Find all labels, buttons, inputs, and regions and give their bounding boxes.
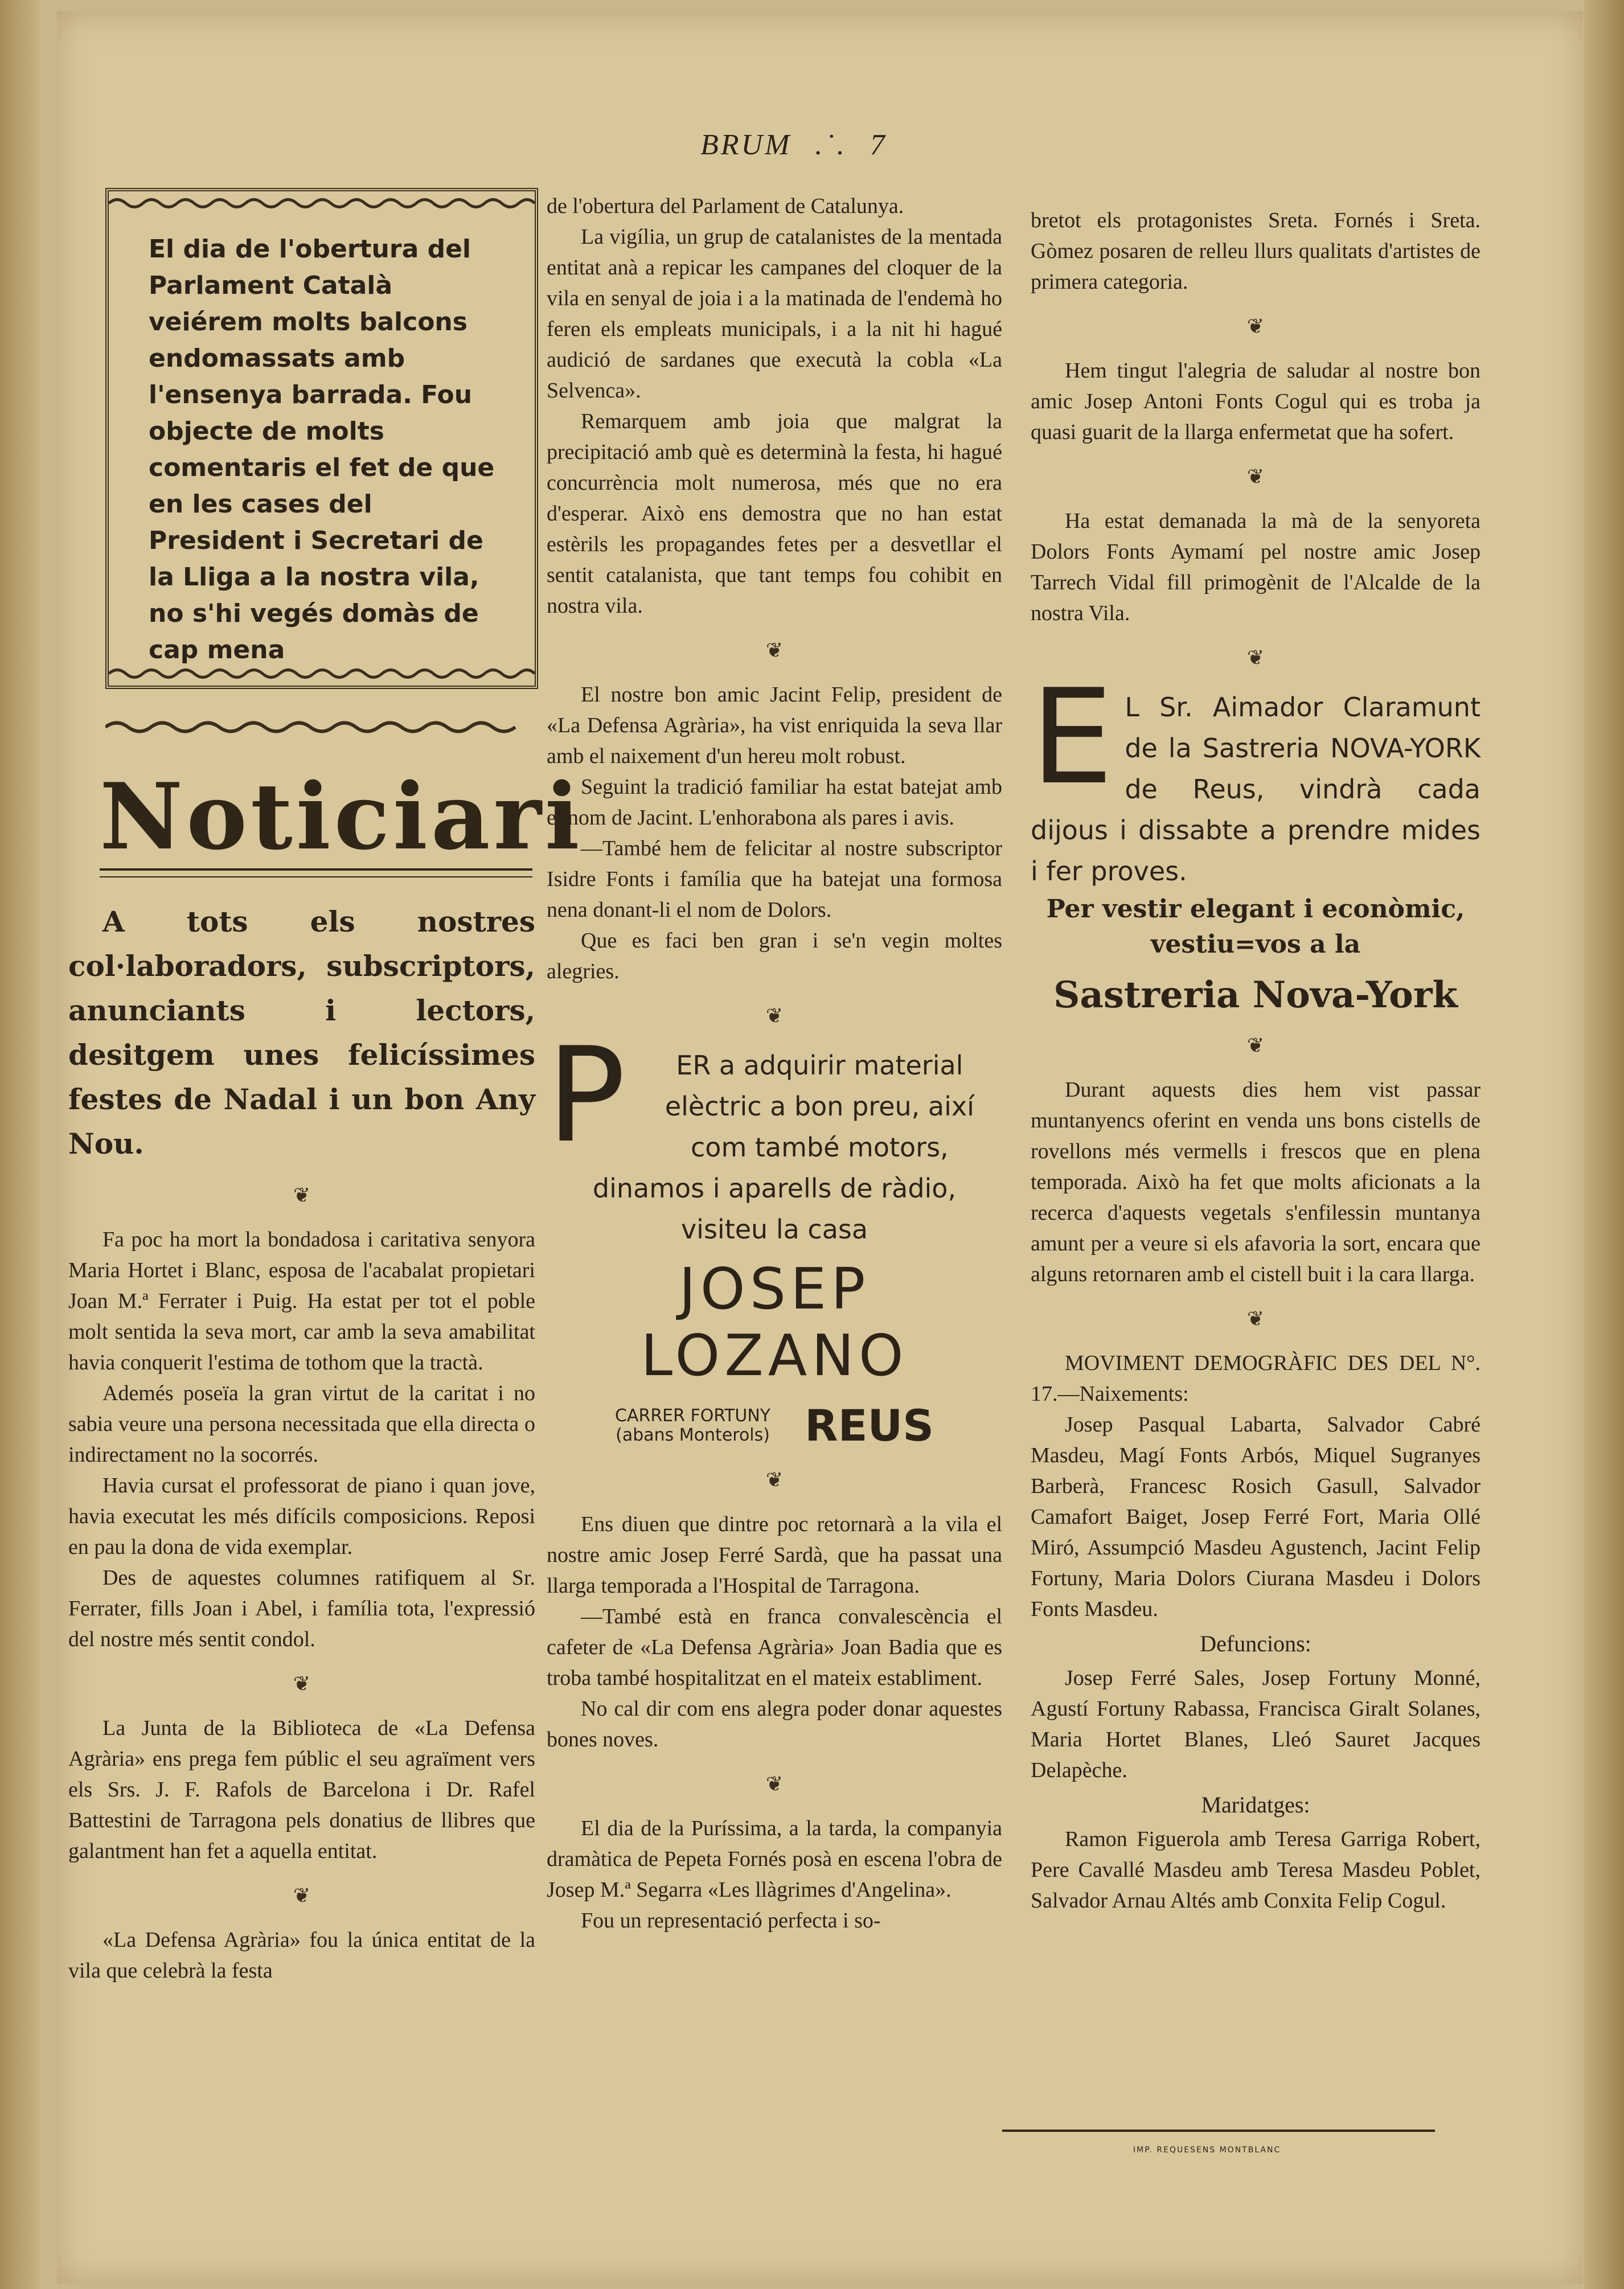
column-3 bbox=[1031, 205, 1481, 1916]
article-paragraph: Fa poc ha mort la bondadosa i caritativa senyora Maria Hortet i Blanc, esposa de l'acabalat propietari Joan M.ª Ferrater i Puig. Ha estat per tot el poble molt sentida la seva mort, car amb la seva amabilitat havia conquerit l'estima de tothom que la tractà. bbox=[68, 1228, 535, 1375]
article-paragraph: Hem tingut l'alegria de saludar al nostre bon amic Josep Antoni Fonts Cogul qui es troba ja quasi guarit de la llarga enfermetat que ha sofert. bbox=[1031, 359, 1481, 444]
printer-credit: IMP. REQUESENS MONTBLANC bbox=[1133, 2146, 1281, 2155]
bottom-rule bbox=[1002, 2130, 1435, 2132]
article-paragraph: bretot els protagonistes Sreta. Fornés i Sreta. Gòmez posaren de relleu llurs qualitats d'artistes de primera categoria. bbox=[1031, 208, 1481, 294]
marriages-list: Ramon Figuerola amb Teresa Garriga Robert, Pere Cavallé Masdeu amb Teresa Masdeu Poblet, Salvador Arnau Altés amb Conxita Felip Cogul. bbox=[1031, 1827, 1481, 1913]
framed-note bbox=[105, 188, 538, 689]
frame-ornament-top bbox=[109, 196, 535, 211]
page-header bbox=[700, 128, 901, 162]
article-paragraph: «La Defensa Agrària» fou la única entitat de la vila que celebrà la festa bbox=[68, 1928, 535, 1983]
article-paragraph: —També està en franca convalescència el cafeter de «La Defensa Agrària» Joan Badia que es troba també hospitalitzat en el mateix establiment. bbox=[547, 1605, 1002, 1690]
article-paragraph: de l'obertura del Parlament de Catalunya. bbox=[547, 194, 904, 218]
ornament: ❦ bbox=[293, 1184, 311, 1207]
article-paragraph: Remarquem amb joia que malgrat la precipitació amb què es determinà la festa, hi hagué concurrència molt numerosa, més que no era d'esperar. Això ens demostra que no han estat estèrils les propagandes fetes per a desvetllar el sentit catalanista, que tant temps fou cohibit en nostra vila. bbox=[547, 409, 1002, 618]
ad-business-name: JOSEP LOZANO bbox=[641, 1256, 908, 1389]
article-paragraph: Des de aquestes columnes ratifiquem al Sr. Ferrater, fills Joan i Abel, i família tota, l'expressió del nostre més sentit condol. bbox=[68, 1566, 535, 1651]
ornament: ❦ bbox=[765, 1468, 784, 1491]
page-edge bbox=[1584, 0, 1624, 2289]
ornament: ❦ bbox=[293, 1884, 311, 1907]
binding-spine bbox=[0, 0, 40, 2289]
ad-dropcap: E bbox=[1031, 662, 1114, 814]
article-paragraph: —També hem de felicitar al nostre subscriptor Isidre Fonts i família que ha batejat una formosa nena donant-li el nom de Dolors. bbox=[547, 836, 1002, 922]
ad-dropcap: P bbox=[547, 1020, 626, 1172]
lozano-advertisement bbox=[547, 1020, 1002, 1451]
ornament: ❦ bbox=[1246, 1307, 1265, 1330]
article-paragraph: Que es faci ben gran i se'n vegin moltes alegries. bbox=[547, 929, 1002, 983]
ad-city: REUS bbox=[805, 1400, 934, 1451]
ad-address bbox=[547, 1400, 1002, 1451]
ad-street-former: (abans Monterols) bbox=[616, 1425, 770, 1445]
article-paragraph: No cal dir com ens alegra poder donar aquestes bones noves. bbox=[547, 1697, 1002, 1751]
section-title-rule bbox=[100, 868, 532, 877]
ad-text: L Sr. Aimador Claramunt de la Sastreria NOVA-YORK de Reus, vindrà cada dijous i dissabte a prendre mides i fer proves. bbox=[1031, 692, 1481, 887]
ad-slogan: Per vestir elegant i econòmic, vestiu=vos a la bbox=[1046, 895, 1465, 959]
ornament: ❦ bbox=[1246, 315, 1265, 338]
births-list: Josep Pasqual Labarta, Salvador Cabré Masdeu, Magí Fonts Arbós, Miquel Sugranyes Barberà, Francesc Rosich Gasull, Salvador Camafort Baiget, Josep Ferré Fort, Maria Ollé Miró, Assumpció Masdeu Agustench, Jacint Felip Fortuny, Maria Dolors Ciurana Masdeu i Dolors Fonts Masdeu. bbox=[1031, 1413, 1481, 1621]
article-paragraph: Ens diuen que dintre poc retornarà a la vila el nostre amic Josep Ferré Sardà, que ha passat una llarga temporada a l'Hospital de Tarragona. bbox=[547, 1512, 1002, 1598]
column-1 bbox=[68, 900, 535, 1986]
article-paragraph: Havia cursat el professorat de piano i quan jove, havia executat les més difícils composicions. Reposi en pau la dona de vida exemplar. bbox=[68, 1474, 535, 1559]
column-2 bbox=[547, 191, 1002, 1936]
article-paragraph: Ha estat demanada la mà de la senyoreta Dolors Fonts Aymamí pel nostre amic Josep Tarrech Vidal fill primogènit de l'Alcalde de la nostra Vila. bbox=[1031, 509, 1481, 625]
article-paragraph: Durant aquests dies hem vist passar muntanyencs oferint en venda uns bons cistells de rovellons més vermells i frescos que en plena temporada. Això ha fet que molts aficionats a la recerca d'aquests vegetals s'enfilessin muntanya amunt per a veure si els afavoria la sort, encara que alguns retornaren amb el cistell buit i la cara llarga. bbox=[1031, 1078, 1481, 1286]
article-paragraph: Ademés poseïa la gran virtut de la caritat i no sabia veure una persona necessitada que ella directa o indirectament no la socorrés. bbox=[68, 1381, 535, 1467]
ad-business-name: Sastreria Nova-York bbox=[1053, 974, 1458, 1016]
section-title: Noticiari bbox=[100, 763, 583, 870]
ornament: ❦ bbox=[765, 1004, 784, 1027]
ornament: ❦ bbox=[765, 639, 784, 662]
header-title: BRUM bbox=[700, 129, 792, 161]
deaths-title: Defuncions: bbox=[1200, 1631, 1311, 1656]
demographics-title: MOVIMENT DEMOGRÀFIC DES DEL N°. 17.—Naixements: bbox=[1031, 1351, 1481, 1406]
ornament: ❦ bbox=[293, 1672, 311, 1695]
header-separator: .˙. bbox=[815, 129, 847, 161]
holiday-wish: A tots els nostres col·laboradors, subscriptors, anunciants i lectors, desitgem unes felicíssimes festes de Nadal i un bon Any Nou. bbox=[68, 905, 535, 1160]
marriages-title: Maridatges: bbox=[1201, 1792, 1310, 1818]
deaths-list: Josep Ferré Sales, Josep Fortuny Monné, Agustí Fortuny Rabassa, Francisca Giralt Solanes, Maria Hortet Blanes, Lleó Sauret Jacques Delapèche. bbox=[1031, 1666, 1481, 1782]
page-number: 7 bbox=[870, 129, 887, 161]
ad-street: CARRER FORTUNY bbox=[615, 1405, 771, 1426]
sastreria-advertisement bbox=[1031, 662, 1481, 1016]
article-paragraph: El nostre bon amic Jacint Felip, president de «La Defensa Agrària», ha vist enriquida la seva llar amb el naixement d'un hereu molt robust. bbox=[547, 683, 1002, 768]
article-paragraph: Seguint la tradició familiar ha estat batejat amb el nom de Jacint. L'enhorabona als pares i avis. bbox=[547, 775, 1002, 830]
article-paragraph: La vigília, un grup de catalanistes de la mentada entitat anà a repicar les campanes del cloquer de la vila en senyal de joia i a la matinada de l'endemà ho feren els empleats municipals, i a la nit hi hagué audició de sardanes que executà la cobla «La Selvenca». bbox=[547, 225, 1002, 403]
framed-note-text: El dia de l'obertura del Parlament Català veiérem molts balcons endomassats amb l'ensenya barrada. Fou objecte de molts comentaris el fet de que en les cases del President i Secretari de la Lliga a la nostra vila, no s'hi vegés domàs de cap mena bbox=[149, 235, 495, 664]
article-paragraph: El dia de la Puríssima, a la tarda, la companyia dramàtica de Pepeta Fornés posà en escena l'obra de Josep M.ª Segarra «Les llàgrimes d'Angelina». bbox=[547, 1816, 1002, 1902]
ornament: ❦ bbox=[1246, 646, 1265, 669]
ornament: ❦ bbox=[765, 1773, 784, 1795]
section-divider-ornament bbox=[105, 719, 527, 736]
ad-text: ER a adquirir material elèctric a bon preu, així com també motors, dinamos i aparells de ràdio, visiteu la casa bbox=[592, 1050, 974, 1245]
ornament: ❦ bbox=[1246, 1034, 1265, 1057]
article-paragraph: La Junta de la Biblioteca de «La Defensa Agrària» ens prega fem públic el seu agraïment vers els Srs. J. F. Rafols de Barcelona i Dr. Rafel Battestini de Tarragona pels donatius de llibres que galantment han fet a aquella entitat. bbox=[68, 1716, 535, 1863]
ornament: ❦ bbox=[1246, 465, 1265, 488]
article-paragraph: Fou un representació perfecta i so- bbox=[581, 1909, 881, 1933]
